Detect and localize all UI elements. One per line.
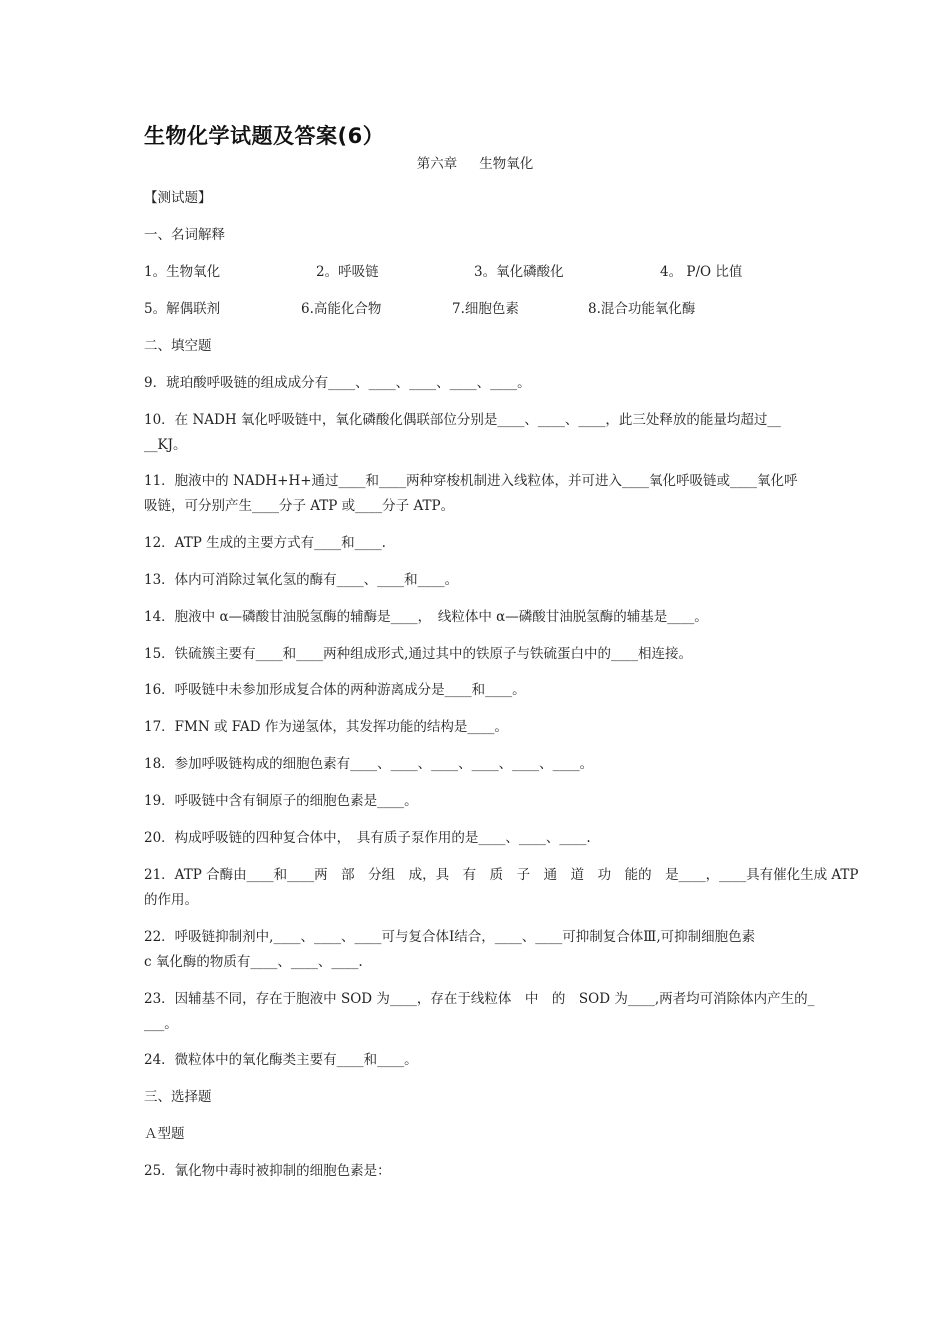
term-1: 1。生物氧化 [144,264,221,280]
question-10-line-1: 10．在 NADH 氧化呼吸链中，氧化磷酸化偶联部位分别是____、____、____，此三处释放的能量均超过__ [144,412,781,428]
question-11-line-1: 11．胞液中的 NADH+H+通过____和____两种穿梭机制进入线粒体，并可进入____氧化呼吸链或____氧化呼 [144,473,798,489]
chapter-name: 生物氧化 [479,156,534,172]
term-2: 2。呼吸链 [316,264,379,280]
chapter-heading [0,152,950,172]
question-21-line-1: 21．ATP 合酶由____和____两 部 分组 成，具 有 质 子 通 道 功 能的 是____，____具有催化生成 ATP [144,867,859,883]
terms-row-1 [144,260,810,285]
question-18: 18．参加呼吸链构成的细胞色素有____、____、____、____、____、____。 [144,756,594,772]
terms-row-2 [144,297,810,322]
question-23-line-1: 23．因辅基不同，存在于胞液中 SOD 为____，存在于线粒体 中 的 SOD 为____,两者均可消除体内产生的_ [144,991,815,1007]
question-20: 20．构成呼吸链的四种复合体中， 具有质子泵作用的是____、____、____. [144,830,591,846]
term-6: 6.高能化合物 [301,301,382,317]
question-13: 13．体内可消除过氧化氢的酶有____、____和____。 [144,572,459,588]
question-15: 15．铁硫簇主要有____和____两种组成形式,通过其中的铁原子与铁硫蛋白中的____相连接。 [144,646,692,662]
term-8: 8.混合功能氧化酶 [588,301,696,317]
question-12: 12．ATP 生成的主要方式有____和____. [144,535,386,551]
section-3-subheading: Ａ型题 [144,1126,185,1142]
term-7: 7.细胞色素 [452,301,519,317]
term-4: 4。 P/O 比值 [660,264,743,280]
term-5: 5。解偶联剂 [144,301,221,317]
question-24: 24．微粒体中的氧化酶类主要有____和____。 [144,1052,418,1068]
question-22-line-2: c 氧化酶的物质有____、____、____. [144,954,363,970]
question-22-line-1: 22．呼吸链抑制剂中,____、____、____可与复合体Ⅰ结合，____、____可抑制复合体Ⅲ,可抑制细胞色素 [144,929,756,945]
term-3: 3。氧化磷酸化 [474,264,564,280]
section-2-heading: 二、填空题 [144,338,212,354]
question-19: 19．呼吸链中含有铜原子的细胞色素是____。 [144,793,418,809]
question-17: 17．FMN 或 FAD 作为递氢体，其发挥功能的结构是____。 [144,719,508,735]
section-1-heading: 一、名词解释 [144,227,225,243]
question-21-line-2: 的作用。 [144,892,198,908]
section-3-heading: 三、选择题 [144,1089,212,1105]
question-11-line-2: 吸链，可分别产生____分子 ATP 或____分子 ATP。 [144,498,455,514]
question-10-line-2: __KJ。 [144,437,187,453]
document-title: 生物化学试题及答案(6） [144,124,385,148]
question-9: 9．琥珀酸呼吸链的组成成分有____、____、____、____、____。 [144,375,531,391]
test-heading: 【测试题】 [144,190,212,206]
question-14: 14．胞液中 α—磷酸甘油脱氢酶的辅酶是____， 线粒体中 α—磷酸甘油脱氢酶的辅基是____。 [144,609,708,625]
question-16: 16．呼吸链中未参加形成复合体的两种游离成分是____和____。 [144,682,526,698]
question-25: 25．氰化物中毒时被抑制的细胞色素是： [144,1163,391,1179]
chapter-number: 第六章 [416,156,458,172]
question-23-line-2: ___。 [144,1016,178,1032]
